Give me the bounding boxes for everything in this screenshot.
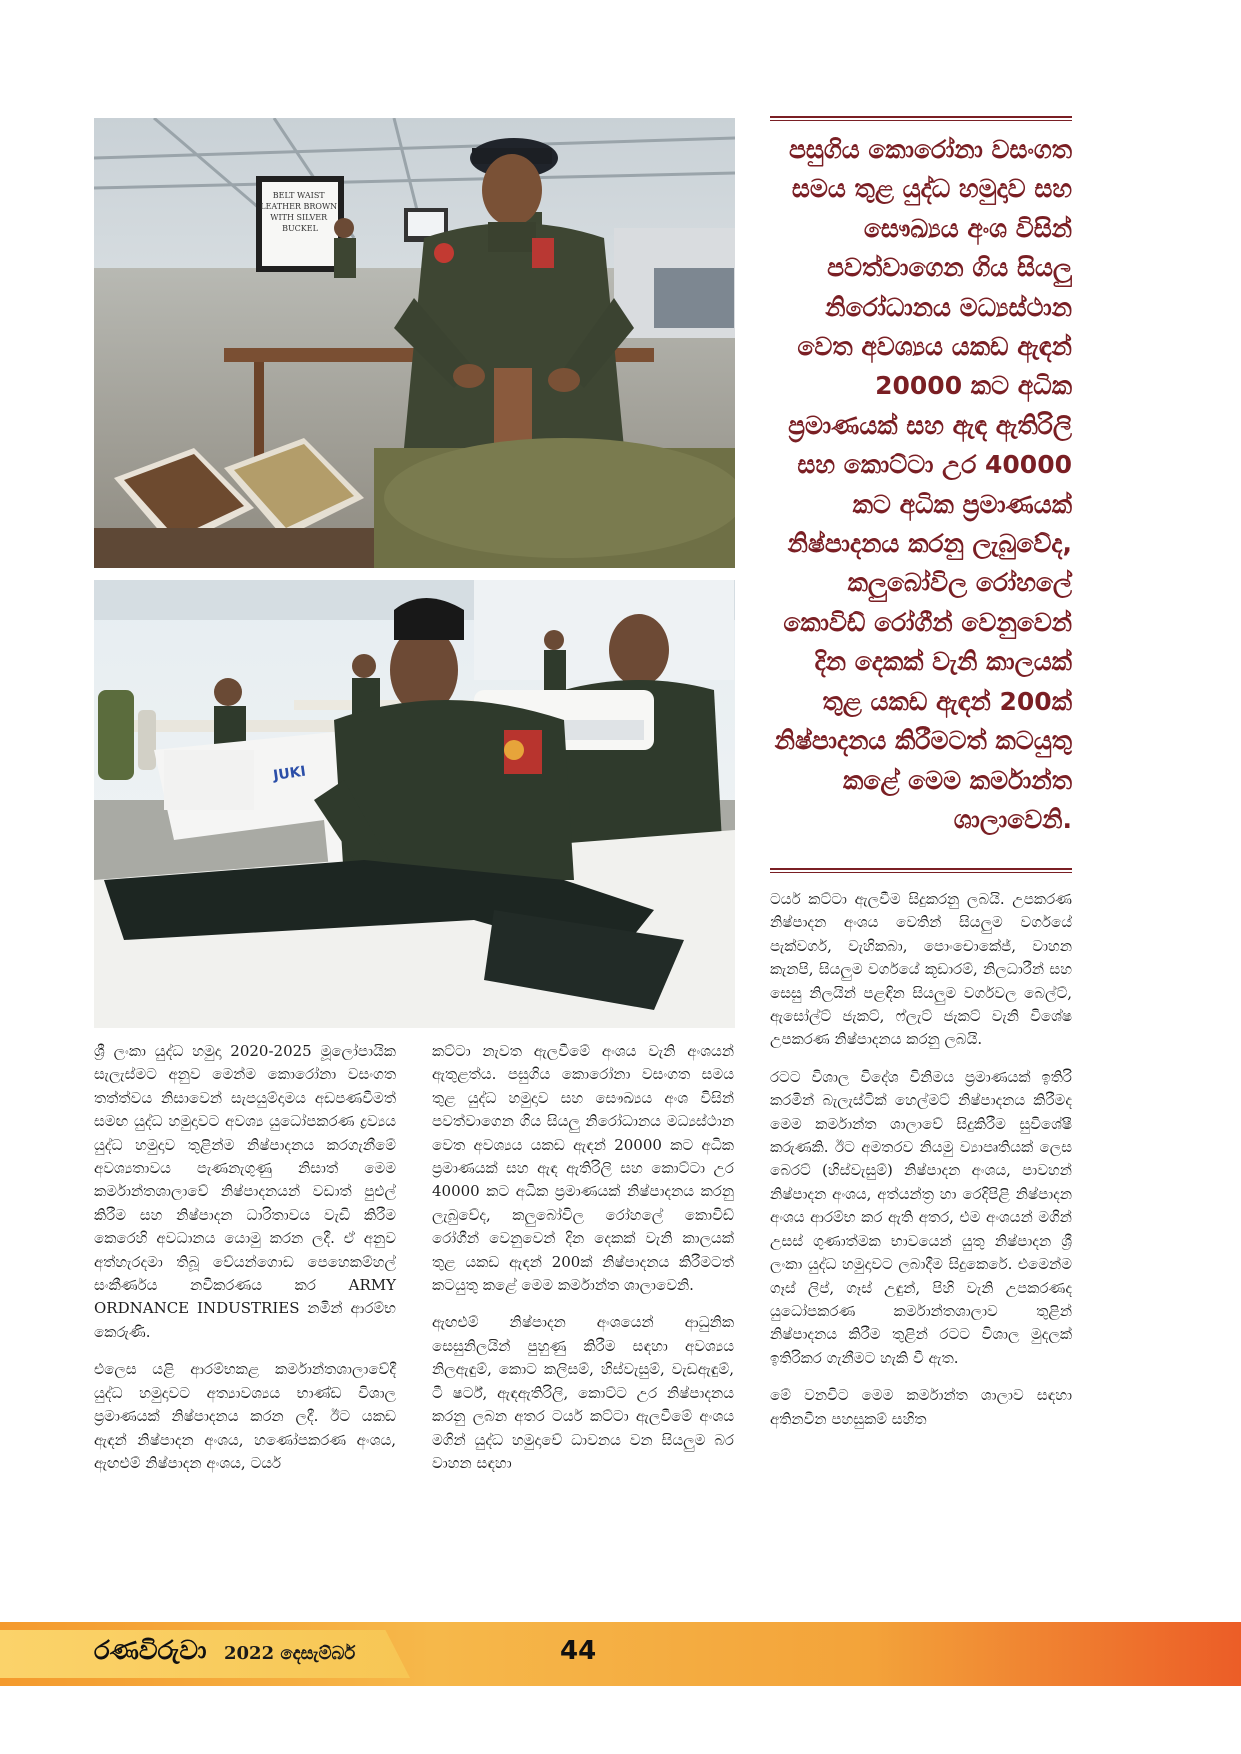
- photo-leather-workshop: [94, 118, 735, 568]
- article-paragraph: ටයර් කට්ටා ඇලවීම සිදුකරනු ලබයි. උපකරණ නිෂ්පාදන අංශය වෙතින් සියලුම වර්ගයේ පැක්වර්ග, වැහිකබා, පොංචොකේජ්, වාහන කැනපි, සියලුම වර්ගයේ කූඩාරම්, නිලධාරීන් සහ සෙසු නිලයින් පළඳින සියලුම වර්ගවල බෙල්ට්, ඇසෝල්ට් ජැකට්, ෆ්ලැට් ජැකට් වැනි විශේෂ උපකරණ නිෂ්පාදනය කරනු ලබයි.: [770, 890, 1072, 1049]
- article-paragraph: ශ්‍රී ලංකා යුද්ධ හමුදා 2020-2025 මූලෝපායික සැලැස්මට අනුව මෙන්ම කොරෝනා වසංගත තත්ත්වය නිසාවෙන් සැපයුම්දාමය අඩපණවීමත් සමඟ යුද්ධ හමුදාවට අවශ්‍ය යුධෝපකරණ ද්‍රව්‍යය යුද්ධ හමුදාව තුළින්ම නිෂ්පාදනය කරගැනීමේ අවශ්‍යතාවය පැණනැගුණු නිසාත් මෙම කර්මාන්තශාලාවේ නිෂ්පාදනයන් වඩාත් පුළුල් කිරීම සහ නිෂ්පාදන ධාරිතාවය වැඩි කිරීම කෙරෙහි අවධානය යොමු කරන ලදී. ඒ අනුව අත්හැරදමා තිබූ වේයන්ගොඩ පෙහෙකම්හල් සංකීර්ණය නවීකරණය කර ARMY ORDNANCE INDUSTRIES නමින් ආරම්භ කෙරුණි.: [94, 1042, 396, 1341]
- article-paragraph: කට්ටා නැවත ඇලවීමේ අංශය වැනි අංශයන් ඇතුළත්ය. පසුගිය කොරෝනා වසංගත සමය තුළ යුද්ධ හමුදාව සහ සෞඛ්‍යය අංශ විසින් පවත්වාගෙන ගිය සියලු නිරෝධානය මධ්‍යස්ථාන වෙත අවශ්‍යය යකඩ ඇඳන් 20000 කට අධික ප්‍රමාණයක් සහ ඇඳ ඇතිරිලි සහ කොට්ටා උර 40000 කට අධික ප්‍රමාණයක් නිෂ්පාදනය කරනු ලැබුවේද, කලුබෝවිල රෝහලේ කොවිඩ් රෝගීන් වෙනුවෙන් දින දෙකක් වැනි කාලයක් තුළ යකඩ ඇඳන් 200ක් නිෂ්පාදනය කිරීමටත් කටයුතු කළේ මෙම කර්මාන්ත ශාලාවෙනි.: [432, 1042, 734, 1295]
- issue-date: 2022 දෙසැම්බර්: [224, 1643, 356, 1664]
- pull-quote-text: පසුගිය කොරෝනා වසංගත සමය තුළ යුද්ධ හමුදාව සහ සෞඛ්‍යය අංශ විසින් පවත්වාගෙන ගිය සියලු නිරෝධානය මධ්‍යස්ථාන වෙත අවශ්‍යය යකඩ ඇඳන් 20000 කට අධික ප්‍රමාණයක් සහ ඇඳ ඇතිරිලි සහ කොට්ටා උර 40000 කට අධික ප්‍රමාණයක් නිෂ්පාදනය කරනු ලැබුවේද, කලුබෝවිල රෝහලේ කොවිඩ් රෝගීන් වෙනුවෙන් දින දෙකක් වැනි කාලයක් තුළ යකඩ ඇඳන් 200ක් නිෂ්පාදනය කිරීමටත් කටයුතු කළේ මෙම කර්මාන්ත ශාලාවෙනි.: [774, 135, 1072, 834]
- pull-quote-bottom-rule: [770, 868, 1072, 873]
- article-column-1: [94, 1040, 396, 1489]
- magazine-name: රණවිරුවා: [94, 1636, 207, 1666]
- article-paragraph: රටට විශාල විදේශ විනිමය ප්‍රමාණයක් ඉතිරි කරමින් බැලැස්ටික් හෙල්මට් නිෂ්පාදනය කිරීමද මෙම කර්මාන්ත ශාලාවේ සිදුකිරීම සුවිශේෂී කරුණකි. ඊට අමතරව නියමු ව්‍යාපෘතියක් ලෙස බෙරට් (හිස්වැසුම්) නිෂ්පාදන අංශය, පාවහන් නිෂ්පාදන අංශය, අත්යන්ත්‍ර හා රෙදිපිළි නිෂ්පාදන අංශය ආරම්භ කර ඇති අතර, එම අංශයන් මගින් උසස් ගුණාත්මක භාවයෙන් යුතු නිෂ්පාදන ශ්‍රී ලංකා යුද්ධ හමුදාවට ලබාදීම සිදුකෙරේ. එමෙන්ම ගෑස් ලිප්, ගෑස් උඳුන්, පිහි වැනි උපකරණද යුධෝපකරණ කර්මාන්තශාලාව තුළින් නිෂ්පාදනය කිරීම තුළින් රටට විශාල මුදලක් ඉතිරිකර ගැනීමට හැකි වී ඇත.: [770, 1067, 1072, 1367]
- article-column-2: [432, 1040, 734, 1489]
- juki-brand-text: JUKI: [272, 763, 307, 784]
- pull-quote-top-rule: [770, 116, 1072, 121]
- pull-quote: [770, 116, 1072, 876]
- article-paragraph: එලෙස යළි ආරම්භකළ කර්මාන්තශාලාවේදී යුද්ධ හමුදාවට අත්‍යාවශ්‍යය භාණ්ඩ විශාල ප්‍රමාණයක් නිෂ්පාදනය කරන ලදී. ඊට යකඩ ඇඳන් නිෂ්පාදන අංශය, හණෝපකරණ අංශය, ඇඟළුම් නිෂ්පාදන අංශය, ටයර්: [94, 1360, 396, 1472]
- article-column-3: [770, 888, 1072, 1445]
- article-paragraph: මේ වනවිට මෙම කර්මාන්ත ශාලාව සඳහා අතිනවීන පහසුකම් සහිත: [770, 1386, 1072, 1428]
- belt-sign-text: BELT WAIST LEATHER BROWN WITH SILVER BUCKEL: [260, 191, 338, 233]
- page-footer: [0, 1622, 1241, 1686]
- article-paragraph: ඇඟළුම් නිෂ්පාදන අංශයෙන් ආධුනික සෙසුනිලයින් පුහුණු කිරීම සඳහා අවශ්‍යය නිලඇඳුම්, කොට කලිසම්, හිස්වැසුම්, වැඩඇඳුම්, ටී ෂර්ට්, ඇඳඇතිරිලි, කොට්ට උර නිෂ්පාදනය කරනු ලබන අතර ටයර් කට්ටා ඇලවීමේ අංශය මගින් යුද්ධ හමුදාවේ ධාවනය වන සියලුම බර වාහන සඳහා: [432, 1313, 734, 1472]
- page-number: 44: [560, 1636, 597, 1666]
- photo-sewing-workshop: [94, 580, 735, 1028]
